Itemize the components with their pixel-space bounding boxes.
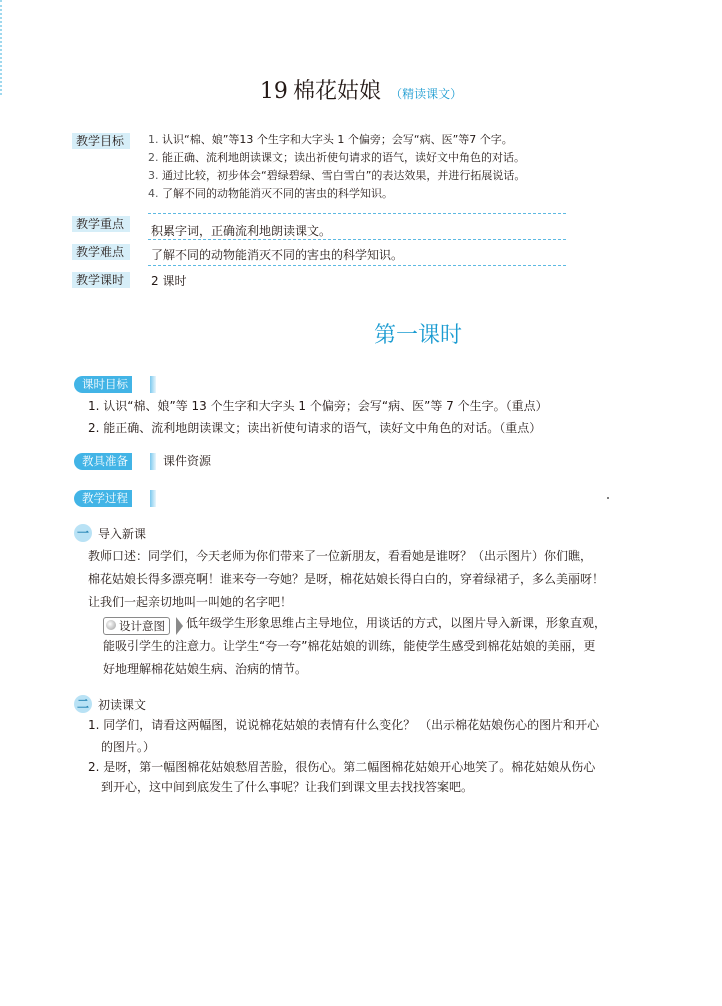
design-line: 低年级学生形象思维占主导地位，用谈话的方式，以图片导入新课，形象直观， bbox=[186, 616, 607, 630]
design-line: 能吸引学生的注意力。让学生“夸一夸”棉花姑娘的训练，能使学生感受到棉花姑娘的美丽，更 bbox=[103, 639, 596, 653]
pill-fade bbox=[150, 376, 156, 393]
step-number-badge: 一 bbox=[74, 524, 92, 542]
difficulties-label: 教学难点 bbox=[72, 244, 130, 260]
lesson-goals-label: 课时目标 bbox=[74, 376, 132, 393]
divider bbox=[148, 213, 566, 214]
divider bbox=[148, 265, 566, 266]
objective-item: 4. 了解不同的动物能消灭不同的害虫的科学知识。 bbox=[148, 187, 393, 200]
page-title bbox=[0, 74, 722, 105]
step-line: 让我们一起亲切地叫一叫她的名字吧！ bbox=[88, 595, 293, 609]
title-name: 棉花姑娘 bbox=[292, 79, 381, 104]
step-number-badge: 二 bbox=[74, 695, 92, 713]
step-item-line: 的图片。） bbox=[101, 740, 156, 754]
step-item: 1. 同学们，请看这两幅图，说说棉花姑娘的表情有什么变化？ （出示棉花姑娘伤心的图片和开心 bbox=[88, 718, 600, 732]
hours-label: 教学课时 bbox=[72, 272, 130, 288]
tag-arrow-icon bbox=[176, 617, 183, 635]
bulb-icon bbox=[106, 620, 116, 630]
title-number: 19 bbox=[259, 79, 288, 104]
objectives-list bbox=[148, 131, 525, 203]
pill-fade bbox=[150, 490, 156, 507]
objective-item: 2. 能正确、流利地朗读课文；读出祈使句请求的语气，读好文中角色的对话。 bbox=[148, 151, 525, 164]
difficulties-text: 了解不同的动物能消灭不同的害虫的科学知识。 bbox=[151, 248, 404, 262]
lesson-goal-item: 2. 能正确、流利地朗读课文；读出祈使句请求的语气，读好文中角色的对话。（重点） bbox=[88, 421, 542, 435]
objectives-label: 教学目标 bbox=[72, 133, 130, 149]
step-item-line: 到开心，这中间到底发生了什么事呢？让我们到课文里去找找答案吧。 bbox=[101, 780, 474, 794]
process-label: 教学过程 bbox=[74, 490, 132, 507]
prep-label: 教具准备 bbox=[74, 453, 132, 470]
prep-text: 课件资源 bbox=[163, 454, 212, 468]
pill-fade bbox=[150, 453, 156, 470]
lesson-goal-item: 1. 认识“棉、娘”等 13 个生字和大字头 1 个偏旁；会写“病、医”等 7 个生字。（重点） bbox=[88, 399, 548, 413]
stray-dot bbox=[607, 497, 609, 499]
step-title: 初读课文 bbox=[98, 698, 147, 712]
hours-text: 2 课时 bbox=[151, 274, 187, 288]
objective-item: 3. 通过比较，初步体会“碧绿碧绿、雪白雪白”的表达效果，并进行拓展说话。 bbox=[148, 169, 526, 182]
lesson-title: 第一课时 bbox=[373, 323, 462, 348]
divider bbox=[148, 239, 566, 240]
design-intent-tag: 设计意图 bbox=[103, 617, 170, 635]
step-title: 导入新课 bbox=[98, 527, 147, 541]
step-line: 棉花姑娘长得多漂亮啊！谁来夸一夸她？是呀，棉花姑娘长得白白的，穿着绿裙子，多么美丽呀！ bbox=[88, 572, 605, 586]
key-points-label: 教学重点 bbox=[72, 216, 130, 232]
key-points-text: 积累字词，正确流利地朗读课文。 bbox=[151, 224, 332, 238]
title-tag: （精读课文） bbox=[390, 87, 463, 101]
objective-item: 1. 认识“棉、娘”等13 个生字和大字头 1 个偏旁；会写“病、医”等7 个字。 bbox=[148, 133, 513, 146]
design-line: 好地理解棉花姑娘生病、治病的情节。 bbox=[103, 662, 308, 676]
step-line: 教师口述：同学们，今天老师为你们带来了一位新朋友，看看她是谁呀？（出示图片）你们瞧， bbox=[88, 549, 593, 563]
step-item: 2. 是呀，第一幅图棉花姑娘愁眉苦脸，很伤心。第二幅图棉花姑娘开心地笑了。棉花姑娘从伤心 bbox=[88, 760, 596, 774]
